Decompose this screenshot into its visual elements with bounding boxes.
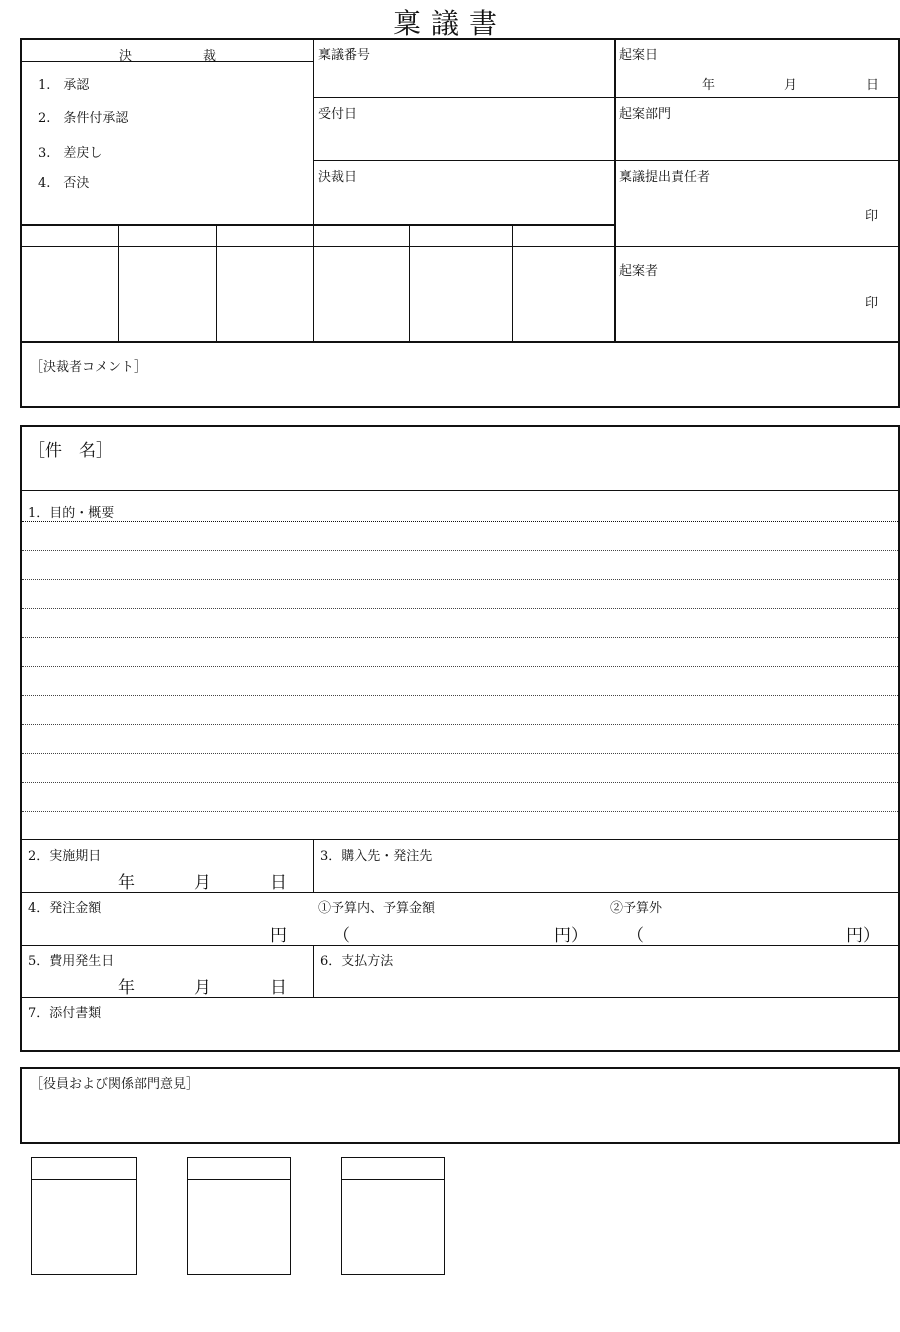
draft-dept-label: 起案部門 [619,107,672,122]
approval-option-approve[interactable]: 1. 承認 [38,78,90,93]
stamp-box[interactable] [341,1157,445,1275]
budget-in-label: ①予算内、予算金額 [318,901,436,916]
opinion-label: ［役員および関係部門意見］ [30,1077,200,1092]
approval-option-conditional[interactable]: 2. 条件付承認 [38,111,129,126]
budget-in-close-yen: 円） [554,926,588,946]
attachments-label: 7．添付書類 [28,1006,102,1021]
draft-date-label: 起案日 [619,48,659,63]
cost-date-day: 日 [270,978,287,998]
responsible-label: 稟議提出責任者 [619,170,711,185]
page-title: 稟議書 [392,7,507,40]
amount-label: 4．発注金額 [28,901,102,916]
subject-label: ［件 名］ [28,441,113,461]
responsible-seal: 印 [865,209,879,224]
approver-comment-label: ［決裁者コメント］ [30,360,148,375]
supplier-label: 3．購入先・発注先 [320,849,433,864]
subject-section [20,425,900,1052]
received-date-label: 受付日 [318,107,358,122]
stamp-box[interactable] [31,1157,137,1275]
approval-header-left: 決 [119,49,133,64]
draft-date-year: 年 [702,78,716,93]
approval-option-return[interactable]: 3. 差戻し [38,146,103,161]
cost-date-month: 月 [194,978,211,998]
approval-option-reject[interactable]: 4. 否決 [38,176,90,191]
draft-date-month: 月 [784,78,798,93]
budget-out-close-yen: 円） [846,926,880,946]
purpose-label: 1．目的・概要 [28,506,115,521]
ringi-number-label: 稟議番号 [318,48,371,63]
approval-section [20,38,900,408]
budget-out-label: ②予算外 [610,901,663,916]
approval-header-right: 裁 [203,49,217,64]
payment-label: 6．支払方法 [320,954,394,969]
period-month: 月 [194,873,211,893]
budget-out-open-paren: （ [627,926,644,946]
draft-date-day: 日 [866,78,880,93]
period-day: 日 [270,873,287,893]
cost-date-year: 年 [118,978,135,998]
decision-date-label: 決裁日 [318,170,358,185]
cost-date-label: 5．費用発生日 [28,954,115,969]
period-year: 年 [118,873,135,893]
drafter-seal: 印 [865,296,879,311]
stamp-box[interactable] [187,1157,291,1275]
period-label: 2．実施期日 [28,849,102,864]
budget-in-open-paren: （ [333,926,350,946]
amount-yen: 円 [270,926,287,946]
drafter-label: 起案者 [619,264,659,279]
